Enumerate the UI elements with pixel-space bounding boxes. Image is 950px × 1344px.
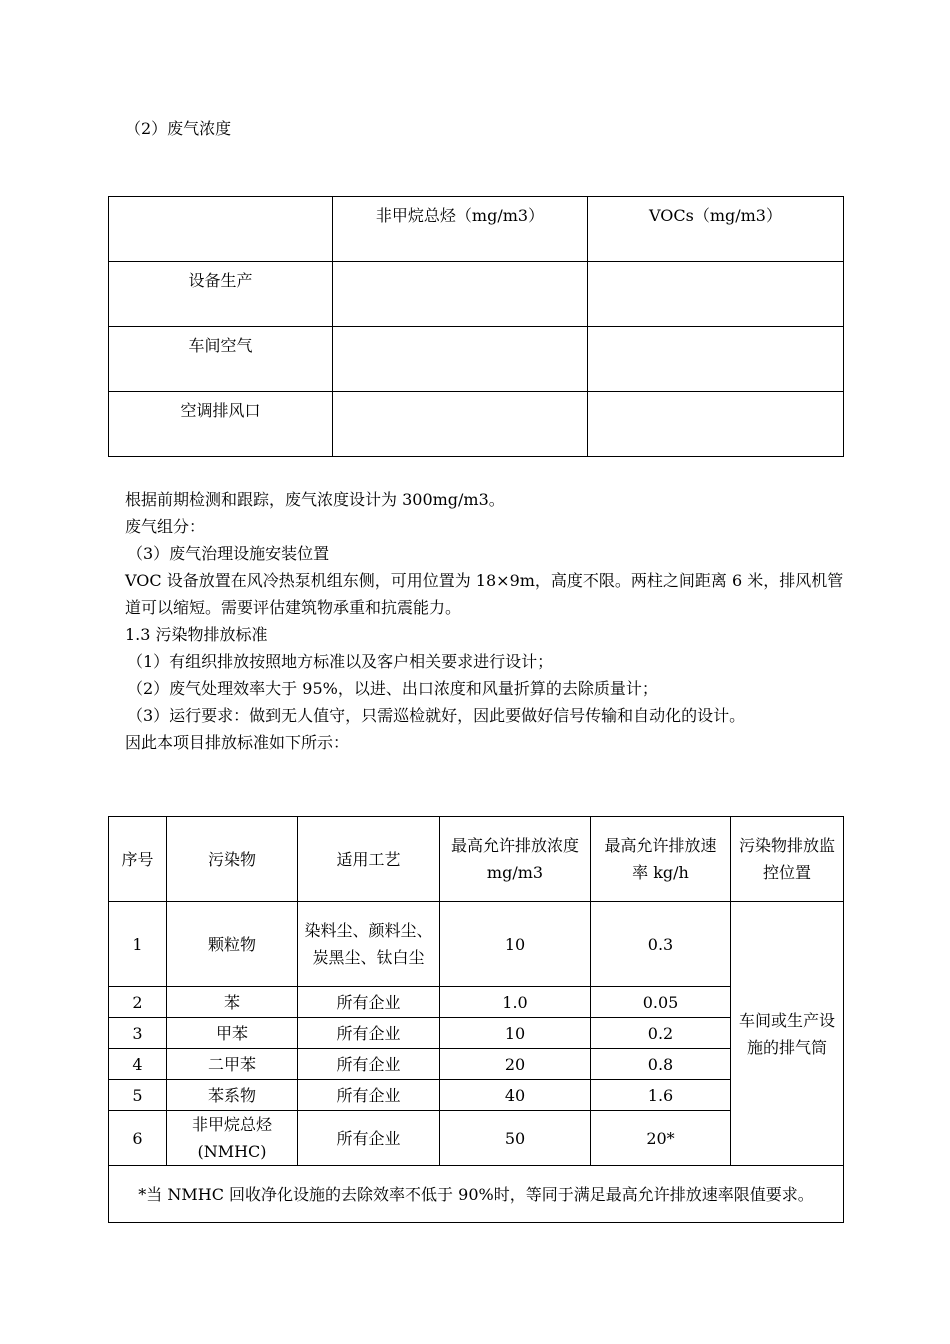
cell-process: 所有企业 (298, 1111, 440, 1166)
cell-no: 3 (109, 1018, 167, 1049)
cell-rate: 0.05 (591, 987, 731, 1018)
list-item: （2）废气处理效率大于 95%，以进、出口浓度和风量折算的去除质量计； (127, 679, 658, 698)
table-row (109, 392, 844, 457)
table-cell (588, 392, 844, 457)
table-footnote: *当 NMHC 回收净化设施的去除效率不低于 90%时，等同于满足最高允许排放速率限值要求。 (109, 1166, 844, 1223)
table-cell (109, 197, 333, 262)
body-text (125, 486, 845, 756)
cell-pollutant: 苯 (167, 987, 298, 1018)
cell-pollutant: 颗粒物 (167, 902, 298, 987)
cell-concentration: 50 (440, 1111, 591, 1166)
table-cell (588, 327, 844, 392)
paragraph: 根据前期检测和跟踪，废气浓度设计为 300mg/m3。 (125, 490, 505, 509)
cell-pollutant: 二甲苯 (167, 1049, 298, 1080)
table-row (109, 327, 844, 392)
cell-no: 2 (109, 987, 167, 1018)
row-label: 空调排风口 (109, 392, 333, 457)
cell-no: 1 (109, 902, 167, 987)
cell-rate: 1.6 (591, 1080, 731, 1111)
header-process: 适用工艺 (298, 817, 440, 902)
header-pollutant: 污染物 (167, 817, 298, 902)
cell-process: 所有企业 (298, 1080, 440, 1111)
row-label: 设备生产 (109, 262, 333, 327)
table-row (109, 197, 844, 262)
table-row (109, 262, 844, 327)
header-max-concentration: 最高允许排放浓度 mg/m3 (440, 817, 591, 902)
cell-process: 染料尘、颜料尘、炭黑尘、钛白尘 (298, 902, 440, 987)
cell-concentration: 10 (440, 1018, 591, 1049)
section-heading-concentration: （2）废气浓度 (125, 119, 232, 138)
table-header-row (109, 817, 844, 902)
header-no: 序号 (109, 817, 167, 902)
table-header-vocs: VOCs（mg/m3） (588, 197, 844, 262)
cell-concentration: 40 (440, 1080, 591, 1111)
table-row (109, 902, 844, 987)
cell-process: 所有企业 (298, 1049, 440, 1080)
cell-process: 所有企业 (298, 987, 440, 1018)
emission-standards-table (108, 816, 844, 1223)
cell-no: 4 (109, 1049, 167, 1080)
cell-rate: 0.2 (591, 1018, 731, 1049)
paragraph: VOC 设备放置在风冷热泵机组东侧，可用位置为 18×9m，高度不限。两柱之间距离 6 米，排风机管道可以缩短。需要评估建筑物承重和抗震能力。 (125, 571, 844, 617)
cell-rate: 0.8 (591, 1049, 731, 1080)
header-max-rate: 最高允许排放速率 kg/h (591, 817, 731, 902)
cell-concentration: 1.0 (440, 987, 591, 1018)
concentration-table (108, 196, 844, 457)
header-monitor-location: 污染物排放监控位置 (731, 817, 844, 902)
cell-process: 所有企业 (298, 1018, 440, 1049)
table-cell (333, 327, 588, 392)
table-cell (333, 262, 588, 327)
row-label: 车间空气 (109, 327, 333, 392)
table-cell (588, 262, 844, 327)
cell-concentration: 10 (440, 902, 591, 987)
cell-monitor-location: 车间或生产设施的排气筒 (731, 902, 844, 1166)
list-item: （1）有组织排放按照地方标准以及客户相关要求进行设计； (127, 652, 554, 671)
table-header-nmhc: 非甲烷总烃（mg/m3） (333, 197, 588, 262)
table-footnote-row (109, 1166, 844, 1223)
cell-rate: 0.3 (591, 902, 731, 987)
paragraph: 废气组分： (125, 517, 206, 536)
section-heading-emission-standard: 1.3 污染物排放标准 (125, 625, 268, 644)
cell-rate: 20* (591, 1111, 731, 1166)
cell-no: 5 (109, 1080, 167, 1111)
table-cell (333, 392, 588, 457)
list-item: （3）运行要求：做到无人值守，只需巡检就好，因此要做好信号传输和自动化的设计。 (127, 706, 746, 725)
cell-concentration: 20 (440, 1049, 591, 1080)
cell-pollutant: 苯系物 (167, 1080, 298, 1111)
section-heading-install-location: （3）废气治理设施安装位置 (127, 544, 330, 563)
paragraph: 因此本项目排放标准如下所示： (125, 733, 350, 752)
cell-pollutant: 非甲烷总烃(NMHC) (167, 1111, 298, 1166)
cell-no: 6 (109, 1111, 167, 1166)
cell-pollutant: 甲苯 (167, 1018, 298, 1049)
